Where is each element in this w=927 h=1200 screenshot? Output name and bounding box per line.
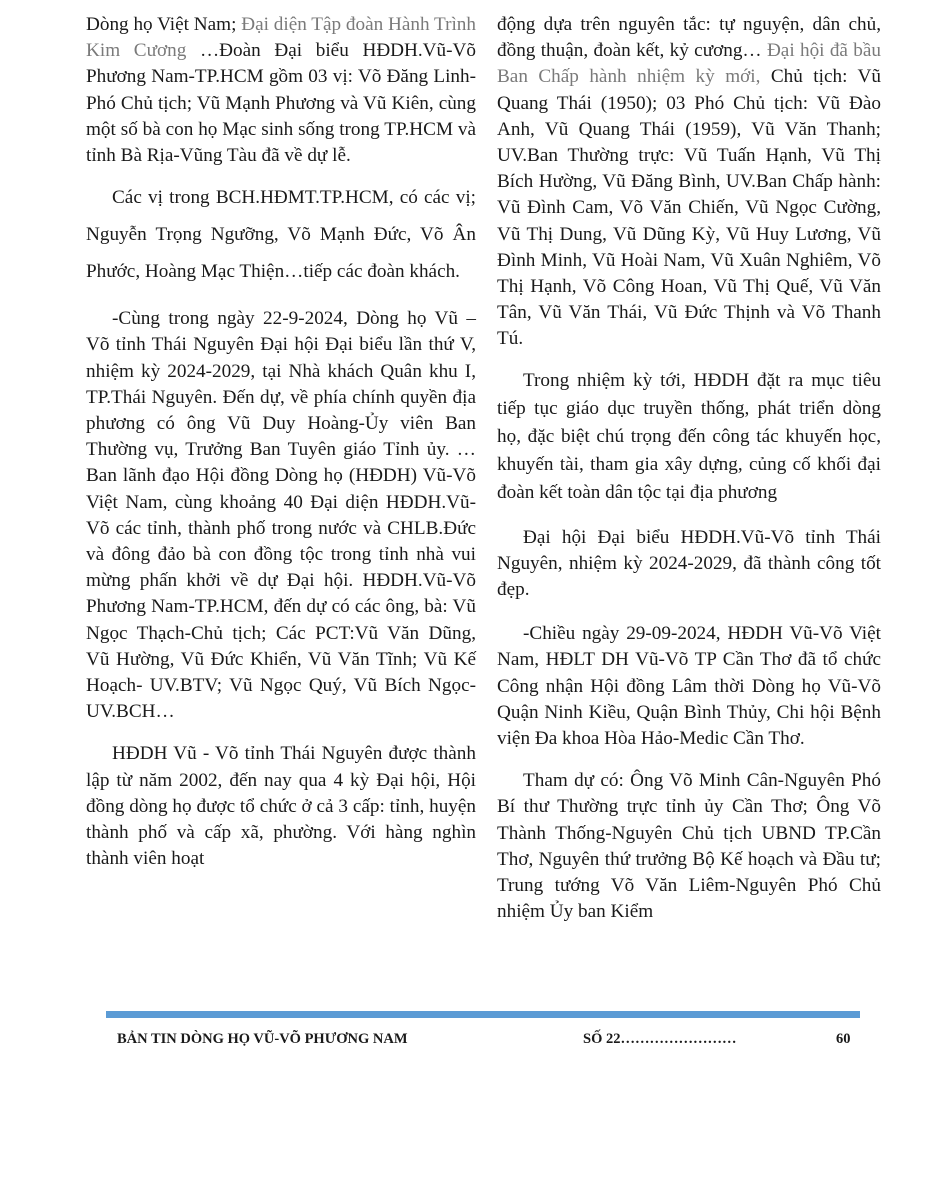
left-paragraph-4: HĐDH Vũ - Võ tỉnh Thái Nguyên được thành lập từ năm 2002, đến nay qua 4 kỳ Đại hội, Hội đồng dòng họ được tổ chức ở cả 3 cấp: tỉnh, huyện thành phố và cấp xã, phường. Với hàng nghìn thành viên hoạt — [86, 743, 476, 870]
right-p1-text-c: Chủ tịch: Vũ Quang Thái (1950); 03 Phó Chủ tịch: Vũ Đào Anh, Vũ Quang Thái (1959), Vũ Văn Thanh; UV.Ban Thường trực: Vũ Tuấn Hạnh, Vũ Thị Bích Hường, Vũ Đăng Bình, UV.Ban Chấp hành: Vũ Đình Cam, Võ Văn Chiến, Vũ Ngọc Cường, Vũ Thị Dung, Vũ Dũng Kỳ, Vũ Huy Lương, Vũ Đình Minh, Vũ Hoài Nam, Vũ Xuân Nghiêm, Võ Thị Hạnh, Võ Công Hoan, Vũ Thị Quế, Vũ Văn Tân, Vũ Văn Thái, Vũ Đức Thịnh và Võ Thanh Tú. — [497, 66, 881, 350]
footer-page-number: 60 — [836, 1031, 851, 1047]
left-paragraph-1 — [86, 12, 476, 169]
right-paragraph-1 — [497, 12, 881, 353]
left-column — [86, 12, 476, 872]
left-paragraph-2: Các vị trong BCH.HĐMT.TP.HCM, có các vị; Nguyễn Trọng Ngưỡng, Võ Mạnh Đức, Võ Ân Phước, Hoàng Mạc Thiện…tiếp các đoàn khách. — [86, 187, 476, 283]
right-paragraph-4: -Chiều ngày 29-09-2024, HĐDH Vũ-Võ Việt Nam, HĐLT DH Vũ-Võ TP Cần Thơ đã tổ chức Công nhận Hội đồng Lâm thời Dòng họ Vũ-Võ Quận Ninh Kiều, Quận Bình Thủy, Chi hội Bệnh viện Đa khoa Hòa Hảo-Medic Cần Thơ. — [497, 623, 881, 750]
left-paragraph-3: -Cùng trong ngày 22-9-2024, Dòng họ Vũ – Võ tỉnh Thái Nguyên Đại hội Đại biểu lần thứ V, nhiệm kỳ 2024-2029, tại Nhà khách Quân khu I, TP.Thái Nguyên. Đến dự, về phía chính quyền địa phương có ông Vũ Duy Hoàng-Ủy viên Ban Thường vụ, Trưởng Ban Tuyên giáo Tỉnh ủy. … Ban lãnh đạo Hội đồng Dòng họ (HĐDH) Vũ-Võ Việt Nam, cùng khoảng 40 Đại diện HĐDH.Vũ-Võ các tỉnh, thành phố trong nước và CHLB.Đức và đông đảo bà con đồng tộc trong tỉnh nhà vui mừng phấn khởi về dự Đại hội. HĐDH.Vũ-Võ Phương Nam-TP.HCM, đến dự có các ông, bà: Vũ Ngọc Thạch-Chủ tịch; Các PCT:Vũ Văn Dũng, Vũ Hường, Vũ Đức Khiển, Vũ Văn Tĩnh; Vũ Kế Hoạch- UV.BTV; Vũ Ngọc Quý, Vũ Bích Ngọc-UV.BCH… — [86, 308, 476, 723]
footer-newsletter-title: BẢN TIN DÒNG HỌ VŨ-VÕ PHƯƠNG NAM — [117, 1031, 408, 1047]
right-p1-text-a: động dựa trên nguyên tắc: tự nguyện, dân chủ, đồng thuận, đoàn kết, kỷ cương… — [497, 14, 881, 62]
right-paragraph-3: Đại hội Đại biểu HĐDH.Vũ-Võ tỉnh Thái Nguyên, nhiệm kỳ 2024-2029, đã thành công tốt đẹp. — [497, 526, 881, 601]
right-paragraph-2: Trong nhiệm kỳ tới, HĐDH đặt ra mục tiêu tiếp tục giáo dục truyền thống, phát triển dòng họ, đặc biệt chú trọng đến công tác khuyến học, khuyến tài, tham gia xây dựng, củng cố khối đại đoàn kết toàn dân tộc tại địa phương — [497, 369, 881, 503]
right-column — [497, 12, 881, 925]
left-p1-text-c: …Đoàn Đại biểu HĐDH.Vũ-Võ Phương Nam-TP.HCM gồm 03 vị: Võ Đăng Linh- Phó Chủ tịch; Vũ Mạnh Phương và Vũ Kiên, cùng một số bà con họ Mạc sinh sống trong TP.HCM và tỉnh Bà Rịa-Vũng Tàu đã về dự lễ. — [86, 40, 476, 167]
footer-divider — [106, 1011, 860, 1018]
left-p1-text-a: Dòng họ Việt Nam; — [86, 14, 242, 35]
footer-issue-number: SỐ 22…………………… — [583, 1031, 737, 1047]
right-p1-text-b: Đại hội đã bầu Ban Chấp hành nhiệm kỳ mới, — [497, 40, 881, 88]
right-paragraph-5: Tham dự có: Ông Võ Minh Cân-Nguyên Phó Bí thư Thường trực tỉnh ủy Cần Thơ; Ông Võ Thành Thống-Nguyên Chủ tịch UBND TP.Cần Thơ, Nguyên thứ trưởng Bộ Kế hoạch và Đầu tư; Trung tướng Võ Văn Liêm-Nguyên Phó Chủ nhiệm Ủy ban Kiểm — [497, 770, 881, 923]
left-p1-text-b: Đại diện Tập đoàn Hành Trình Kim Cương — [86, 14, 476, 62]
